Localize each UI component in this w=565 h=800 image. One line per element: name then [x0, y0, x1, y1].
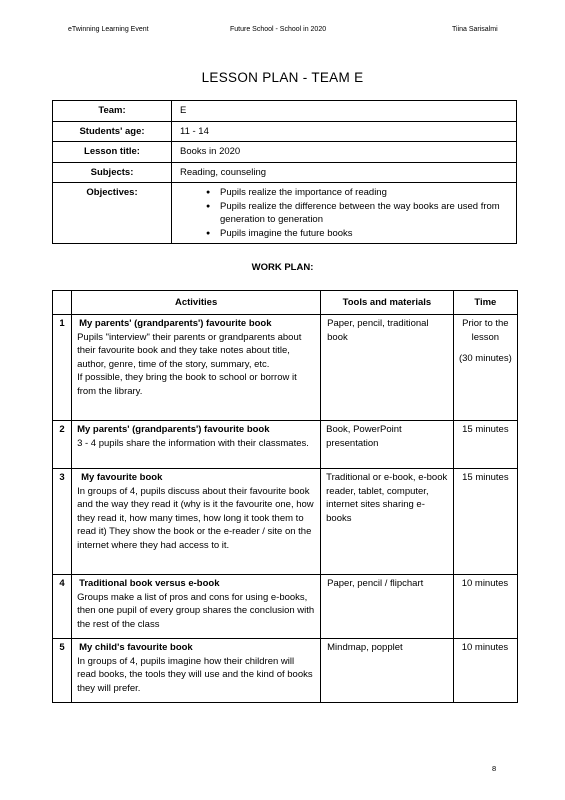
info-row-objectives — [53, 183, 517, 244]
num-header — [53, 291, 72, 315]
subjects-label: Subjects: — [53, 162, 172, 183]
activity-title: My child's favourite book — [79, 642, 193, 653]
team-label: Team: — [53, 101, 172, 122]
objective-item: ● Pupils realize the difference between the way books are used from generation to generation — [206, 200, 512, 227]
time-cell — [453, 315, 517, 421]
info-row-lesson — [53, 142, 517, 163]
activity-cell — [72, 421, 321, 469]
tools-header: Tools and materials — [321, 291, 454, 315]
work-plan-table — [52, 290, 518, 703]
activity-cell — [72, 315, 321, 421]
objectives-label: Objectives: — [53, 183, 172, 244]
time-value: 10 minutes — [461, 642, 509, 653]
activity-cell — [72, 575, 321, 639]
time-value: 15 minutes — [462, 472, 509, 483]
table-row — [53, 639, 518, 703]
page-title: LESSON PLAN - TEAM E — [201, 70, 364, 85]
time-cell — [453, 469, 517, 575]
activity-title: My parents' (grandparents') favourite book — [77, 424, 270, 435]
info-row-age — [53, 121, 517, 142]
header-right: Tiina Sarisalmi — [452, 26, 498, 33]
lesson-title-label: Lesson title: — [53, 142, 172, 163]
tools-cell: Book, PowerPoint presentation — [321, 421, 454, 469]
activity-title: My parents' (grandparents') favourite book — [79, 318, 272, 329]
tools-cell: Paper, pencil / flipchart — [321, 575, 454, 639]
activities-header: Activities — [72, 291, 321, 315]
objective-item: ● Pupils realize the importance of reading — [206, 186, 512, 200]
time-cell — [453, 421, 517, 469]
work-plan-title: WORK PLAN: — [251, 262, 314, 273]
header-center: Future School - School in 2020 — [230, 26, 327, 33]
objectives-value — [172, 183, 517, 244]
age-value: 11 - 14 — [172, 121, 517, 142]
info-row-subjects — [53, 162, 517, 183]
row-number: 4 — [53, 575, 72, 639]
activity-title: My favourite book — [81, 472, 163, 483]
time-note: (30 minutes) — [458, 353, 512, 364]
time-value: 10 minutes — [461, 578, 509, 589]
tools-cell: Mindmap, popplet — [321, 639, 454, 703]
activity-description: Pupils "interview" their parents or grandparents about their favourite book and they take notes about title, author, genre, time of the story, summary, etc. If possible, they bring the book to school or borrow it from the library. — [77, 331, 302, 397]
header-left: eTwinning Learning Event — [68, 26, 149, 33]
table-row — [53, 575, 518, 639]
activity-title: Traditional book versus e-book — [79, 578, 220, 589]
objectives-list — [180, 186, 512, 240]
row-number: 5 — [53, 639, 72, 703]
table-row — [53, 469, 518, 575]
activity-description: Groups make a list of pros and cons for using e-books, then one pupil of every group shares the conclusion with the rest of the class — [77, 591, 315, 630]
activity-cell — [72, 469, 321, 575]
objective-item: ● Pupils imagine the future books — [206, 227, 512, 241]
age-label: Students' age: — [53, 121, 172, 142]
activity-description: In groups of 4, pupils discuss about their favourite book and the way they read it (why is it the favourite one, how they read it, how many times, how long it took them to read it) They show the book or the e-reader / site on the internet where they had access to it. — [77, 485, 314, 551]
time-value: Prior to the lesson — [462, 318, 509, 343]
row-number: 3 — [53, 469, 72, 575]
lesson-title-value: Books in 2020 — [172, 142, 517, 163]
page-number: 8 — [492, 764, 497, 773]
table-row — [53, 315, 518, 421]
work-plan-header-row — [53, 291, 518, 315]
lesson-info-table — [52, 100, 517, 244]
activity-cell — [72, 639, 321, 703]
activity-description: 3 - 4 pupils share the information with their classmates. — [77, 437, 309, 449]
time-value: 15 minutes — [462, 424, 509, 435]
row-number: 2 — [53, 421, 72, 469]
activity-description: In groups of 4, pupils imagine how their children will read books, the tools they will use and the kind of books they will prefer. — [77, 655, 313, 694]
time-cell — [453, 639, 517, 703]
time-header: Time — [453, 291, 517, 315]
info-row-team — [53, 101, 517, 122]
time-cell — [453, 575, 517, 639]
tools-cell: Traditional or e-book, e-book reader, tablet, computer, internet sites sharing e-books — [321, 469, 454, 575]
row-number: 1 — [53, 315, 72, 421]
subjects-value: Reading, counseling — [172, 162, 517, 183]
tools-cell: Paper, pencil, traditional book — [321, 315, 454, 421]
table-row — [53, 421, 518, 469]
team-value: E — [172, 101, 517, 122]
